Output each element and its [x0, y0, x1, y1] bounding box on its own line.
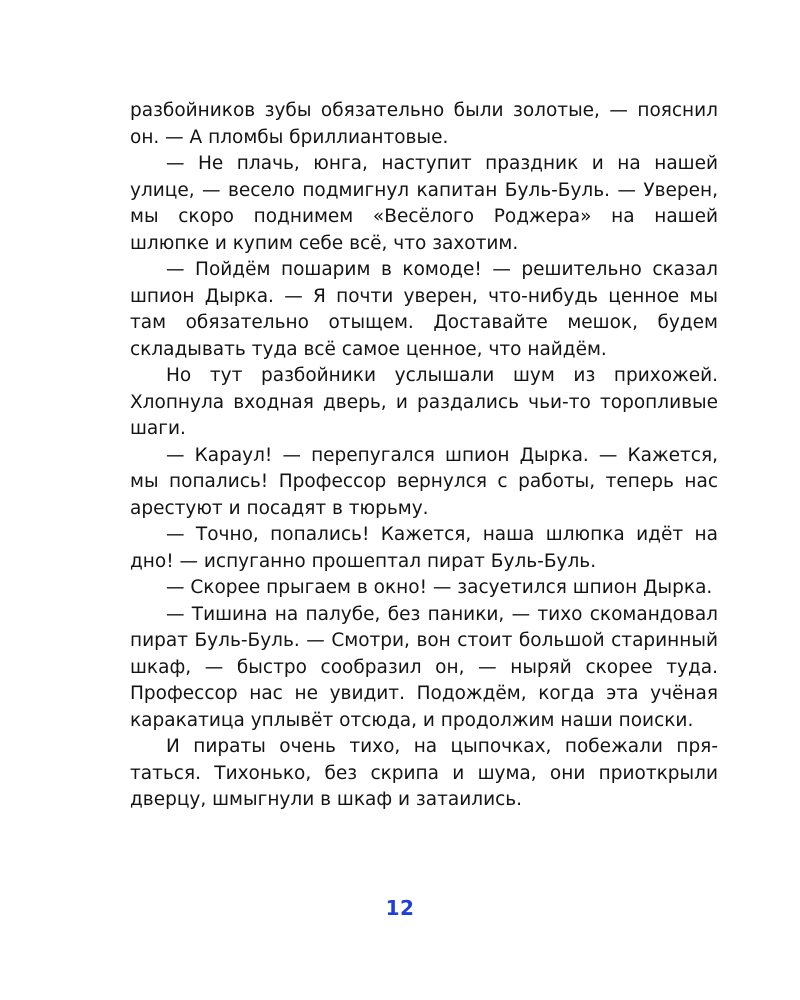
paragraph-dialogue-spy-dresser: — Пойдём пошарим в комоде! — решительно сказал шпион Дырка. — Я почти уверен, что-нибудь ценное мы там обязательно отыщем. Доставайте мешок, будем складывать туда всё самое ценное, что найдём. [130, 259, 718, 360]
paragraph-dialogue-alarm: — Караул! — перепугался шпион Дырка. — Кажется, мы попались! Профессор вернулся с работы, теперь нас арестуют и посадят в тюрьму. [130, 444, 718, 519]
paragraph-dialogue-caught: — Точно, попались! Кажется, наша шлюпка идёт на дно! — испуганно прошептал пират Буль-Буль. [130, 524, 718, 572]
page-body-text [130, 98, 718, 814]
paragraph-pirates-hide: И пираты очень тихо, на цыпочках, побежали прятаться. Тихонько, без скрипа и шума, они приоткрыли дверцу, шмыгнули в шкаф и затаились. [130, 736, 718, 810]
paragraph-dialogue-wardrobe: — Тишина на палубе, без паники, — тихо скомандовал пират Буль-Буль. — Смотри, вон стоит большой старинный шкаф, — быстро сообразил он, — ныряй скорее туда. Профессор нас не увидит. Подождём, когда эта учёная каракатица уплывёт отсюда, и продолжим наши поиски. [130, 603, 718, 731]
paragraph-dialogue-window: — Скорее прыгаем в окно! — засуетился шпион Дырка. [166, 577, 713, 598]
paragraph-continuation: разбойников зубы обязательно были золотые, — пояснил он. — А пломбы бриллиантовые. [130, 100, 718, 148]
paragraph-dialogue-captain: — Не плачь, юнга, наступит праздник и на нашей улице, — весело подмигнул капитан Буль-Буль. — Уверен, мы скоро поднимем «Весёлого Роджера» на нашей шлюпке и купим себе всё, что захотим. [130, 153, 718, 254]
page-number: 12 [385, 896, 415, 920]
paragraph-noise-hallway: Но тут разбойники услышали шум из прихожей. Хлопнула входная дверь, и раздались чьи-то торопливые шаги. [130, 365, 718, 439]
